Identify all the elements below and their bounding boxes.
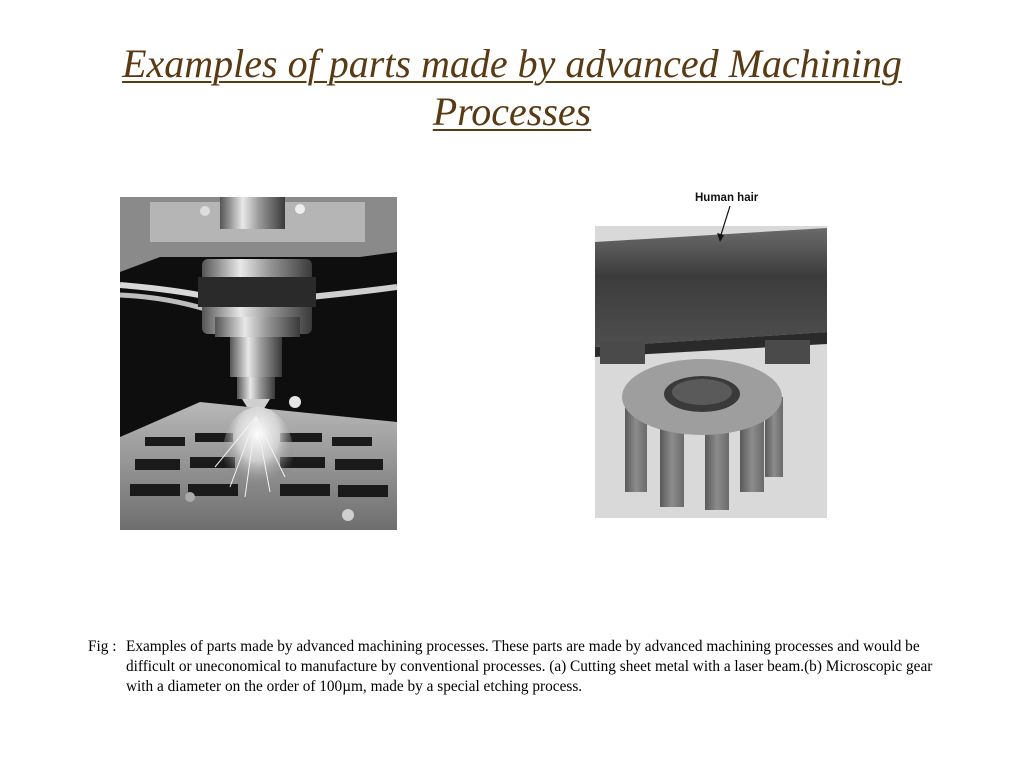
slide-title: Examples of parts made by advanced Machining Processes — [122, 41, 902, 134]
caption-text: Examples of parts made by advanced machining processes. These parts are made by advanced machining processes and would be difficult or uneconomical to manufacture by conventional processes. (a) Cutting sheet metal with a laser beam.(b) Microscopic gear with a diameter on the order of 100µm, made by a special etching process. — [126, 638, 933, 695]
microscopic-gear-photo — [590, 182, 830, 522]
figure-label: Fig : — [88, 638, 117, 655]
human-hair-label: Human hair — [695, 192, 759, 204]
figure-caption — [88, 637, 948, 697]
laser-cutting-photo — [120, 197, 397, 530]
